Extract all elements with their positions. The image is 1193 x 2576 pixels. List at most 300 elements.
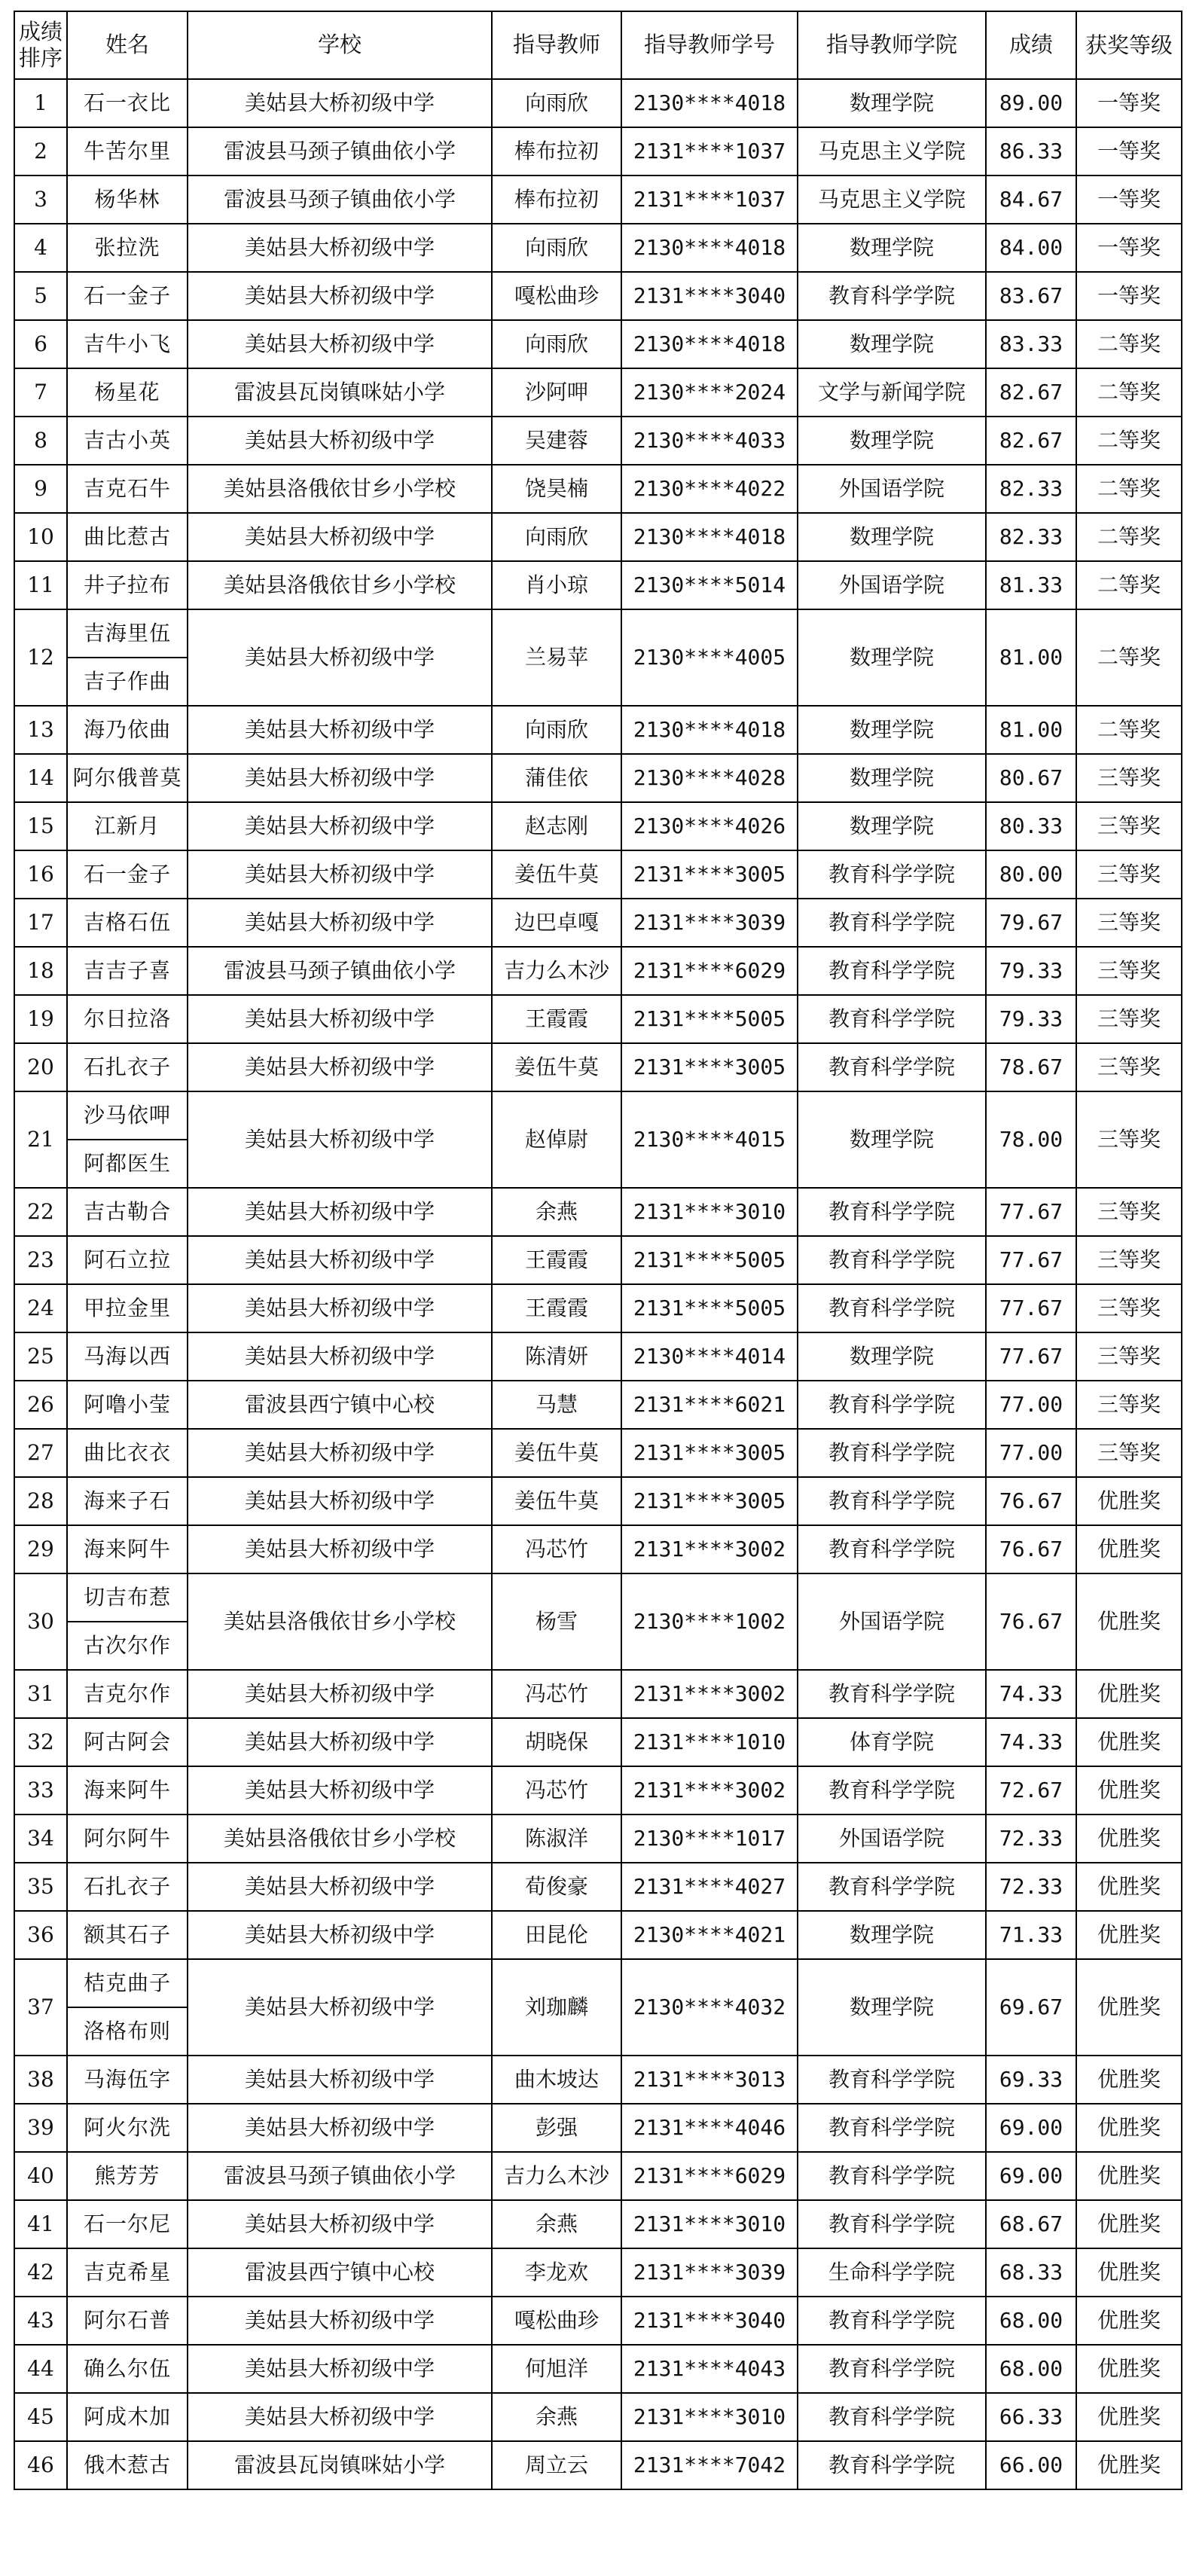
school-cell: 美姑县大桥初级中学 bbox=[188, 706, 492, 754]
teacher-cell: 荀俊豪 bbox=[492, 1863, 621, 1911]
student-name-cell: 石一尔尼 bbox=[67, 2200, 188, 2248]
student-name-cell: 杨华林 bbox=[67, 175, 188, 224]
college-cell: 教育科学学院 bbox=[798, 1284, 986, 1332]
award-cell: 优胜奖 bbox=[1076, 2441, 1182, 2489]
table-row bbox=[14, 2152, 1182, 2200]
header-award: 获奖等级 bbox=[1076, 11, 1182, 79]
teacher-cell: 王霞霞 bbox=[492, 1236, 621, 1284]
student-name-cell: 海来阿牛 bbox=[67, 1525, 188, 1573]
college-cell: 数理学院 bbox=[798, 1959, 986, 2056]
table-row bbox=[14, 465, 1182, 513]
teacher-cell: 赵倬尉 bbox=[492, 1091, 621, 1188]
teacher-cell: 杨雪 bbox=[492, 1573, 621, 1670]
teacher-cell: 彭强 bbox=[492, 2104, 621, 2152]
teacher-id-cell: 2130****2024 bbox=[621, 368, 798, 417]
rank-cell: 38 bbox=[14, 2056, 67, 2104]
award-cell: 优胜奖 bbox=[1076, 2104, 1182, 2152]
score-cell: 82.33 bbox=[986, 465, 1076, 513]
student-name-cell: 古次尔作 bbox=[67, 1622, 188, 1670]
college-cell: 数理学院 bbox=[798, 1332, 986, 1381]
college-cell: 数理学院 bbox=[798, 79, 986, 127]
table-row bbox=[14, 2345, 1182, 2393]
award-cell: 优胜奖 bbox=[1076, 2056, 1182, 2104]
college-cell: 数理学院 bbox=[798, 320, 986, 368]
score-cell: 72.33 bbox=[986, 1814, 1076, 1863]
teacher-cell: 周立云 bbox=[492, 2441, 621, 2489]
school-cell: 美姑县大桥初级中学 bbox=[188, 609, 492, 706]
teacher-id-cell: 2130****4018 bbox=[621, 320, 798, 368]
rank-cell: 17 bbox=[14, 899, 67, 947]
teacher-cell: 刘珈麟 bbox=[492, 1959, 621, 2056]
award-cell: 优胜奖 bbox=[1076, 1814, 1182, 1863]
teacher-id-cell: 2131****1037 bbox=[621, 127, 798, 175]
award-cell: 优胜奖 bbox=[1076, 1718, 1182, 1766]
teacher-id-cell: 2131****5005 bbox=[621, 1284, 798, 1332]
teacher-id-cell: 2131****3010 bbox=[621, 1188, 798, 1236]
school-cell: 美姑县大桥初级中学 bbox=[188, 1863, 492, 1911]
table-row bbox=[14, 2393, 1182, 2441]
table-row bbox=[14, 609, 1182, 658]
rank-cell: 26 bbox=[14, 1381, 67, 1429]
award-cell: 二等奖 bbox=[1076, 706, 1182, 754]
score-cell: 80.00 bbox=[986, 850, 1076, 899]
school-cell: 美姑县大桥初级中学 bbox=[188, 1332, 492, 1381]
table-row bbox=[14, 2200, 1182, 2248]
teacher-cell: 田昆伦 bbox=[492, 1911, 621, 1959]
teacher-id-cell: 2131****3002 bbox=[621, 1670, 798, 1718]
table-row bbox=[14, 2104, 1182, 2152]
teacher-id-cell: 2131****7042 bbox=[621, 2441, 798, 2489]
teacher-cell: 饶昊楠 bbox=[492, 465, 621, 513]
table-row bbox=[14, 1332, 1182, 1381]
score-cell: 71.33 bbox=[986, 1911, 1076, 1959]
school-cell: 美姑县大桥初级中学 bbox=[188, 2345, 492, 2393]
teacher-cell: 蒲佳依 bbox=[492, 754, 621, 802]
rank-cell: 43 bbox=[14, 2297, 67, 2345]
rank-cell: 28 bbox=[14, 1477, 67, 1525]
teacher-cell: 姜伍牛莫 bbox=[492, 1043, 621, 1091]
school-cell: 美姑县大桥初级中学 bbox=[188, 1188, 492, 1236]
score-cell: 83.67 bbox=[986, 272, 1076, 320]
award-cell: 优胜奖 bbox=[1076, 1573, 1182, 1670]
college-cell: 数理学院 bbox=[798, 417, 986, 465]
school-cell: 美姑县大桥初级中学 bbox=[188, 1959, 492, 2056]
rank-cell: 23 bbox=[14, 1236, 67, 1284]
teacher-cell: 向雨欣 bbox=[492, 224, 621, 272]
award-cell: 三等奖 bbox=[1076, 802, 1182, 850]
teacher-id-cell: 2131****1037 bbox=[621, 175, 798, 224]
student-name-cell: 阿尔石普 bbox=[67, 2297, 188, 2345]
teacher-id-cell: 2130****1002 bbox=[621, 1573, 798, 1670]
rank-cell: 46 bbox=[14, 2441, 67, 2489]
college-cell: 教育科学学院 bbox=[798, 1236, 986, 1284]
table-row bbox=[14, 1525, 1182, 1573]
college-cell: 体育学院 bbox=[798, 1718, 986, 1766]
school-cell: 美姑县大桥初级中学 bbox=[188, 1236, 492, 1284]
student-name-cell: 张拉洗 bbox=[67, 224, 188, 272]
student-name-cell: 阿古阿会 bbox=[67, 1718, 188, 1766]
school-cell: 雷波县西宁镇中心校 bbox=[188, 2248, 492, 2297]
student-name-cell: 马海伍字 bbox=[67, 2056, 188, 2104]
score-cell: 78.67 bbox=[986, 1043, 1076, 1091]
score-cell: 82.67 bbox=[986, 368, 1076, 417]
teacher-id-cell: 2130****4033 bbox=[621, 417, 798, 465]
college-cell: 外国语学院 bbox=[798, 1573, 986, 1670]
award-cell: 三等奖 bbox=[1076, 1381, 1182, 1429]
school-cell: 美姑县大桥初级中学 bbox=[188, 320, 492, 368]
student-name-cell: 海来子石 bbox=[67, 1477, 188, 1525]
student-name-cell: 尔日拉洛 bbox=[67, 995, 188, 1043]
award-cell: 优胜奖 bbox=[1076, 1863, 1182, 1911]
teacher-id-cell: 2131****6021 bbox=[621, 1381, 798, 1429]
teacher-id-cell: 2131****3005 bbox=[621, 1477, 798, 1525]
teacher-id-cell: 2130****4018 bbox=[621, 79, 798, 127]
table-row bbox=[14, 1766, 1182, 1814]
table-row bbox=[14, 224, 1182, 272]
rank-cell: 39 bbox=[14, 2104, 67, 2152]
award-cell: 优胜奖 bbox=[1076, 2297, 1182, 2345]
table-row bbox=[14, 1429, 1182, 1477]
college-cell: 数理学院 bbox=[798, 1911, 986, 1959]
award-cell: 二等奖 bbox=[1076, 609, 1182, 706]
teacher-cell: 陈淑洋 bbox=[492, 1814, 621, 1863]
teacher-cell: 兰易苹 bbox=[492, 609, 621, 706]
teacher-id-cell: 2130****4026 bbox=[621, 802, 798, 850]
table-row bbox=[14, 2056, 1182, 2104]
table-row bbox=[14, 1043, 1182, 1091]
college-cell: 文学与新闻学院 bbox=[798, 368, 986, 417]
table-row bbox=[14, 417, 1182, 465]
college-cell: 数理学院 bbox=[798, 754, 986, 802]
teacher-id-cell: 2130****4021 bbox=[621, 1911, 798, 1959]
table-row bbox=[14, 1381, 1182, 1429]
student-name-cell: 沙马依呷 bbox=[67, 1091, 188, 1140]
teacher-cell: 向雨欣 bbox=[492, 513, 621, 561]
teacher-cell: 向雨欣 bbox=[492, 706, 621, 754]
teacher-id-cell: 2130****4018 bbox=[621, 706, 798, 754]
table-row bbox=[14, 995, 1182, 1043]
student-name-cell: 杨星花 bbox=[67, 368, 188, 417]
table-row bbox=[14, 1284, 1182, 1332]
school-cell: 美姑县洛俄依甘乡小学校 bbox=[188, 1573, 492, 1670]
teacher-id-cell: 2131****4046 bbox=[621, 2104, 798, 2152]
teacher-id-cell: 2131****3002 bbox=[621, 1766, 798, 1814]
award-cell: 二等奖 bbox=[1076, 417, 1182, 465]
teacher-id-cell: 2131****3005 bbox=[621, 1429, 798, 1477]
score-cell: 82.67 bbox=[986, 417, 1076, 465]
college-cell: 教育科学学院 bbox=[798, 2104, 986, 2152]
teacher-cell: 边巴卓嘎 bbox=[492, 899, 621, 947]
college-cell: 教育科学学院 bbox=[798, 1525, 986, 1573]
teacher-id-cell: 2130****4014 bbox=[621, 1332, 798, 1381]
student-name-cell: 确么尔伍 bbox=[67, 2345, 188, 2393]
teacher-cell: 冯芯竹 bbox=[492, 1525, 621, 1573]
school-cell: 美姑县洛俄依甘乡小学校 bbox=[188, 1814, 492, 1863]
score-cell: 79.33 bbox=[986, 947, 1076, 995]
school-cell: 雷波县马颈子镇曲依小学 bbox=[188, 2152, 492, 2200]
table-row bbox=[14, 1911, 1182, 1959]
rank-cell: 42 bbox=[14, 2248, 67, 2297]
college-cell: 外国语学院 bbox=[798, 465, 986, 513]
teacher-id-cell: 2130****4015 bbox=[621, 1091, 798, 1188]
award-cell: 二等奖 bbox=[1076, 320, 1182, 368]
award-cell: 二等奖 bbox=[1076, 561, 1182, 609]
college-cell: 外国语学院 bbox=[798, 561, 986, 609]
school-cell: 雷波县瓦岗镇咪姑小学 bbox=[188, 2441, 492, 2489]
table-row bbox=[14, 850, 1182, 899]
teacher-cell: 胡晓保 bbox=[492, 1718, 621, 1766]
college-cell: 教育科学学院 bbox=[798, 2441, 986, 2489]
school-cell: 美姑县大桥初级中学 bbox=[188, 272, 492, 320]
score-cell: 83.33 bbox=[986, 320, 1076, 368]
rank-cell: 31 bbox=[14, 1670, 67, 1718]
rank-cell: 35 bbox=[14, 1863, 67, 1911]
rank-cell: 7 bbox=[14, 368, 67, 417]
teacher-id-cell: 2130****4018 bbox=[621, 224, 798, 272]
award-cell: 三等奖 bbox=[1076, 1043, 1182, 1091]
teacher-id-cell: 2131****3010 bbox=[621, 2200, 798, 2248]
score-cell: 69.00 bbox=[986, 2152, 1076, 2200]
school-cell: 美姑县大桥初级中学 bbox=[188, 417, 492, 465]
teacher-id-cell: 2130****4032 bbox=[621, 1959, 798, 2056]
school-cell: 美姑县大桥初级中学 bbox=[188, 1043, 492, 1091]
table-row bbox=[14, 368, 1182, 417]
rank-cell: 1 bbox=[14, 79, 67, 127]
school-cell: 美姑县大桥初级中学 bbox=[188, 1091, 492, 1188]
rank-cell: 29 bbox=[14, 1525, 67, 1573]
teacher-id-cell: 2130****4028 bbox=[621, 754, 798, 802]
school-cell: 雷波县马颈子镇曲依小学 bbox=[188, 947, 492, 995]
college-cell: 教育科学学院 bbox=[798, 2393, 986, 2441]
college-cell: 教育科学学院 bbox=[798, 1188, 986, 1236]
award-cell: 优胜奖 bbox=[1076, 1766, 1182, 1814]
score-cell: 66.00 bbox=[986, 2441, 1076, 2489]
header-name: 姓名 bbox=[67, 11, 188, 79]
table-row bbox=[14, 320, 1182, 368]
student-name-cell: 江新月 bbox=[67, 802, 188, 850]
score-cell: 74.33 bbox=[986, 1670, 1076, 1718]
college-cell: 马克思主义学院 bbox=[798, 175, 986, 224]
college-cell: 数理学院 bbox=[798, 609, 986, 706]
student-name-cell: 海乃依曲 bbox=[67, 706, 188, 754]
school-cell: 美姑县大桥初级中学 bbox=[188, 1670, 492, 1718]
teacher-cell: 冯芯竹 bbox=[492, 1670, 621, 1718]
award-cell: 二等奖 bbox=[1076, 368, 1182, 417]
table-row bbox=[14, 1573, 1182, 1622]
rank-cell: 34 bbox=[14, 1814, 67, 1863]
score-cell: 79.33 bbox=[986, 995, 1076, 1043]
table-row bbox=[14, 1091, 1182, 1140]
award-cell: 三等奖 bbox=[1076, 947, 1182, 995]
college-cell: 教育科学学院 bbox=[798, 1766, 986, 1814]
teacher-cell: 余燕 bbox=[492, 2393, 621, 2441]
school-cell: 美姑县大桥初级中学 bbox=[188, 995, 492, 1043]
award-cell: 三等奖 bbox=[1076, 1236, 1182, 1284]
teacher-cell: 曲木坡达 bbox=[492, 2056, 621, 2104]
college-cell: 教育科学学院 bbox=[798, 1429, 986, 1477]
teacher-id-cell: 2131****3039 bbox=[621, 899, 798, 947]
student-name-cell: 吉海里伍 bbox=[67, 609, 188, 658]
college-cell: 外国语学院 bbox=[798, 1814, 986, 1863]
school-cell: 美姑县大桥初级中学 bbox=[188, 2056, 492, 2104]
rank-cell: 8 bbox=[14, 417, 67, 465]
student-name-cell: 阿尔俄普莫 bbox=[67, 754, 188, 802]
score-cell: 77.67 bbox=[986, 1284, 1076, 1332]
student-name-cell: 阿噜小莹 bbox=[67, 1381, 188, 1429]
school-cell: 美姑县大桥初级中学 bbox=[188, 850, 492, 899]
student-name-cell: 甲拉金里 bbox=[67, 1284, 188, 1332]
student-name-cell: 洛格布则 bbox=[67, 2007, 188, 2056]
college-cell: 马克思主义学院 bbox=[798, 127, 986, 175]
school-cell: 美姑县大桥初级中学 bbox=[188, 2297, 492, 2345]
teacher-cell: 向雨欣 bbox=[492, 79, 621, 127]
student-name-cell: 吉克石牛 bbox=[67, 465, 188, 513]
rank-cell: 5 bbox=[14, 272, 67, 320]
score-cell: 74.33 bbox=[986, 1718, 1076, 1766]
teacher-cell: 姜伍牛莫 bbox=[492, 1429, 621, 1477]
teacher-id-cell: 2131****3002 bbox=[621, 1525, 798, 1573]
table-body bbox=[14, 79, 1182, 2489]
rank-cell: 45 bbox=[14, 2393, 67, 2441]
rank-cell: 10 bbox=[14, 513, 67, 561]
college-cell: 教育科学学院 bbox=[798, 947, 986, 995]
student-name-cell: 石扎衣子 bbox=[67, 1863, 188, 1911]
rank-cell: 4 bbox=[14, 224, 67, 272]
rank-cell: 25 bbox=[14, 1332, 67, 1381]
rank-cell: 32 bbox=[14, 1718, 67, 1766]
teacher-id-cell: 2131****3040 bbox=[621, 272, 798, 320]
teacher-cell: 向雨欣 bbox=[492, 320, 621, 368]
teacher-cell: 沙阿呷 bbox=[492, 368, 621, 417]
header-teacher-id: 指导教师学号 bbox=[621, 11, 798, 79]
rank-cell: 27 bbox=[14, 1429, 67, 1477]
student-name-cell: 马海以西 bbox=[67, 1332, 188, 1381]
teacher-id-cell: 2131****3005 bbox=[621, 850, 798, 899]
college-cell: 数理学院 bbox=[798, 706, 986, 754]
teacher-cell: 嘎松曲珍 bbox=[492, 2297, 621, 2345]
teacher-cell: 余燕 bbox=[492, 1188, 621, 1236]
table-row bbox=[14, 1959, 1182, 2007]
header-score: 成绩 bbox=[986, 11, 1076, 79]
student-name-cell: 曲比衣衣 bbox=[67, 1429, 188, 1477]
award-cell: 优胜奖 bbox=[1076, 1525, 1182, 1573]
rank-cell: 37 bbox=[14, 1959, 67, 2056]
rank-cell: 12 bbox=[14, 609, 67, 706]
score-cell: 79.67 bbox=[986, 899, 1076, 947]
college-cell: 教育科学学院 bbox=[798, 272, 986, 320]
rank-cell: 20 bbox=[14, 1043, 67, 1091]
header-college: 指导教师学院 bbox=[798, 11, 986, 79]
score-cell: 77.67 bbox=[986, 1236, 1076, 1284]
table-row bbox=[14, 899, 1182, 947]
rank-cell: 41 bbox=[14, 2200, 67, 2248]
table-row bbox=[14, 79, 1182, 127]
college-cell: 教育科学学院 bbox=[798, 2200, 986, 2248]
award-cell: 三等奖 bbox=[1076, 1332, 1182, 1381]
rank-cell: 21 bbox=[14, 1091, 67, 1188]
student-name-cell: 吉克尔作 bbox=[67, 1670, 188, 1718]
rank-cell: 14 bbox=[14, 754, 67, 802]
award-cell: 优胜奖 bbox=[1076, 2152, 1182, 2200]
student-name-cell: 阿尔阿牛 bbox=[67, 1814, 188, 1863]
teacher-cell: 李龙欢 bbox=[492, 2248, 621, 2297]
student-name-cell: 吉子作曲 bbox=[67, 658, 188, 706]
teacher-id-cell: 2130****4018 bbox=[621, 513, 798, 561]
college-cell: 教育科学学院 bbox=[798, 2152, 986, 2200]
table-row bbox=[14, 947, 1182, 995]
college-cell: 数理学院 bbox=[798, 513, 986, 561]
college-cell: 教育科学学院 bbox=[798, 995, 986, 1043]
college-cell: 数理学院 bbox=[798, 224, 986, 272]
teacher-id-cell: 2131****3005 bbox=[621, 1043, 798, 1091]
teacher-cell: 陈清妍 bbox=[492, 1332, 621, 1381]
school-cell: 美姑县大桥初级中学 bbox=[188, 1477, 492, 1525]
college-cell: 数理学院 bbox=[798, 1091, 986, 1188]
score-cell: 68.00 bbox=[986, 2297, 1076, 2345]
rank-cell: 44 bbox=[14, 2345, 67, 2393]
teacher-id-cell: 2130****5014 bbox=[621, 561, 798, 609]
school-cell: 美姑县大桥初级中学 bbox=[188, 1284, 492, 1332]
score-cell: 84.67 bbox=[986, 175, 1076, 224]
school-cell: 美姑县大桥初级中学 bbox=[188, 2200, 492, 2248]
score-cell: 81.33 bbox=[986, 561, 1076, 609]
teacher-cell: 马慧 bbox=[492, 1381, 621, 1429]
award-cell: 优胜奖 bbox=[1076, 2345, 1182, 2393]
college-cell: 教育科学学院 bbox=[798, 2345, 986, 2393]
student-name-cell: 桔克曲子 bbox=[67, 1959, 188, 2007]
award-cell: 优胜奖 bbox=[1076, 1959, 1182, 2056]
rank-cell: 18 bbox=[14, 947, 67, 995]
score-cell: 72.67 bbox=[986, 1766, 1076, 1814]
score-cell: 81.00 bbox=[986, 706, 1076, 754]
score-cell: 80.67 bbox=[986, 754, 1076, 802]
results-table bbox=[14, 11, 1182, 2490]
teacher-id-cell: 2131****6029 bbox=[621, 947, 798, 995]
school-cell: 美姑县大桥初级中学 bbox=[188, 1766, 492, 1814]
college-cell: 教育科学学院 bbox=[798, 1043, 986, 1091]
school-cell: 美姑县大桥初级中学 bbox=[188, 1718, 492, 1766]
college-cell: 数理学院 bbox=[798, 802, 986, 850]
teacher-cell: 姜伍牛莫 bbox=[492, 1477, 621, 1525]
teacher-id-cell: 2131****3040 bbox=[621, 2297, 798, 2345]
rank-cell: 15 bbox=[14, 802, 67, 850]
award-cell: 一等奖 bbox=[1076, 224, 1182, 272]
rank-cell: 9 bbox=[14, 465, 67, 513]
teacher-id-cell: 2131****4027 bbox=[621, 1863, 798, 1911]
score-cell: 68.33 bbox=[986, 2248, 1076, 2297]
school-cell: 雷波县西宁镇中心校 bbox=[188, 1381, 492, 1429]
school-cell: 美姑县大桥初级中学 bbox=[188, 1911, 492, 1959]
teacher-cell: 嘎松曲珍 bbox=[492, 272, 621, 320]
rank-cell: 19 bbox=[14, 995, 67, 1043]
teacher-cell: 余燕 bbox=[492, 2200, 621, 2248]
table-row bbox=[14, 706, 1182, 754]
student-name-cell: 石一金子 bbox=[67, 272, 188, 320]
score-cell: 77.00 bbox=[986, 1381, 1076, 1429]
college-cell: 教育科学学院 bbox=[798, 1477, 986, 1525]
school-cell: 美姑县大桥初级中学 bbox=[188, 79, 492, 127]
student-name-cell: 井子拉布 bbox=[67, 561, 188, 609]
score-cell: 78.00 bbox=[986, 1091, 1076, 1188]
teacher-id-cell: 2131****4043 bbox=[621, 2345, 798, 2393]
student-name-cell: 阿都医生 bbox=[67, 1140, 188, 1188]
teacher-id-cell: 2130****4005 bbox=[621, 609, 798, 706]
student-name-cell: 阿石立拉 bbox=[67, 1236, 188, 1284]
teacher-cell: 赵志刚 bbox=[492, 802, 621, 850]
rank-cell: 16 bbox=[14, 850, 67, 899]
score-cell: 84.00 bbox=[986, 224, 1076, 272]
award-cell: 二等奖 bbox=[1076, 513, 1182, 561]
